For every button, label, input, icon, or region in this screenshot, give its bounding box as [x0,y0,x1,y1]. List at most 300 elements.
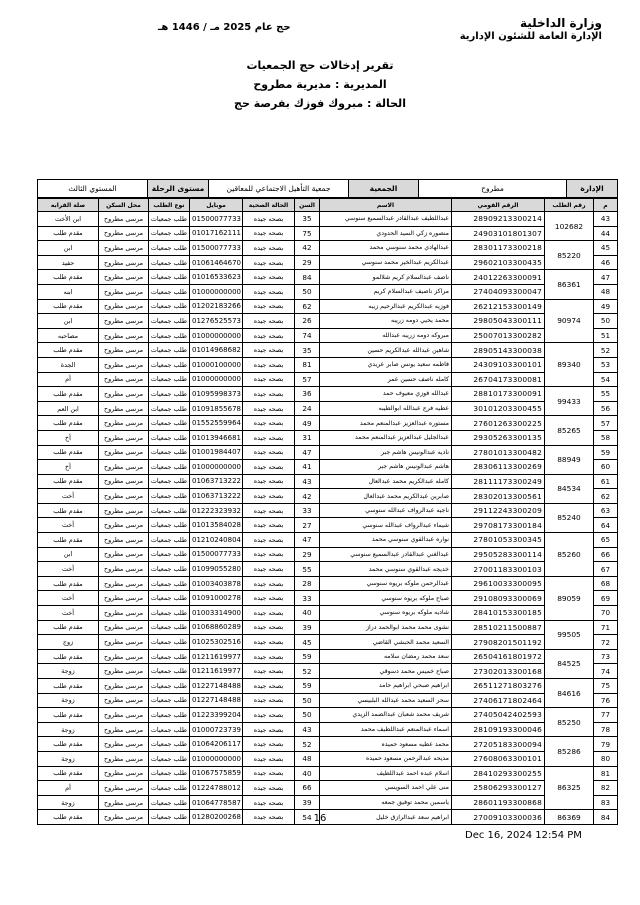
cell-age: 45 [295,635,320,650]
print-timestamp: Dec 16, 2024 12:54 PM [465,830,582,841]
cell-name: صابرين عبدالكريم محمد عبدالعال [320,489,452,504]
cell-age: 57 [295,372,320,387]
cell-nid: 29112243300209 [452,503,545,518]
cell-n: 68 [594,576,618,591]
cell-type: طلب جمعيات [149,781,190,796]
cell-mobile: 01013584028 [190,518,243,533]
cell-name: مبروكه دومه زريبه عبدالله [320,328,452,343]
cell-request-number: 85250 [545,708,594,737]
cell-res: مرسى مطروح [99,212,149,227]
cell-rel: زوجة [38,751,99,766]
cell-n: 65 [594,533,618,548]
cell-mobile: 01000000000 [190,284,243,299]
cell-res: مرسى مطروح [99,474,149,489]
cell-res: مرسى مطروح [99,708,149,723]
cell-health: بصحه جيده [243,620,295,635]
cell-mobile: 01500077733 [190,241,243,256]
cell-rel: أخت [38,606,99,621]
cell-n: 49 [594,299,618,314]
cell-nid: 28909213300214 [452,212,545,227]
cell-res: مرسى مطروح [99,737,149,752]
table-row [38,518,618,533]
cell-name: ابراهيم صبحي ابراهيم حامد [320,679,452,694]
cell-type: طلب جمعيات [149,737,190,752]
cell-name: سعد محمد رمضان سلامه [320,649,452,664]
cell-age: 29 [295,255,320,270]
cell-age: 59 [295,649,320,664]
cell-name: عبدالله فوزي معيوف حمد [320,387,452,402]
cell-age: 35 [295,212,320,227]
table-row [38,562,618,577]
cell-type: طلب جمعيات [149,445,190,460]
cell-mobile: 01000000000 [190,460,243,475]
cell-type: طلب جمعيات [149,606,190,621]
cell-rel: مقدم طلب [38,810,99,825]
cell-type: طلب جمعيات [149,489,190,504]
cell-type: طلب جمعيات [149,416,190,431]
cell-health: بصحه جيده [243,635,295,650]
cell-name: فاطمه سعيد يونس صابر عريدي [320,357,452,372]
cell-n: 44 [594,226,618,241]
ministry-header [460,16,602,44]
cell-request-number: 85265 [545,416,594,445]
cell-name: شاديه ملوكه بريوه سنوسي [320,606,452,621]
cell-name: ناديه عبدالونيس هاشم جبر [320,445,452,460]
cell-res: مرسى مطروح [99,591,149,606]
assoc-label: الجمعية [349,180,419,198]
cell-health: بصحه جيده [243,722,295,737]
cell-n: 54 [594,372,618,387]
cell-res: مرسى مطروح [99,518,149,533]
cell-nid: 27406171802464 [452,693,545,708]
cell-n: 43 [594,212,618,227]
cell-health: بصحه جيده [243,708,295,723]
table-row [38,547,618,562]
cell-rel: ابن [38,547,99,562]
cell-age: 43 [295,474,320,489]
cell-rel: زوجة [38,722,99,737]
cell-age: 29 [295,547,320,562]
cell-name: صباح ملوكه بريوه سنوسي [320,591,452,606]
cell-nid: 27908201501192 [452,635,545,650]
cell-n: 57 [594,416,618,431]
table-row [38,416,618,431]
cell-name: عبداللطيف عبدالقادر عبدالسميع سنوسي [320,212,452,227]
cell-n: 84 [594,810,618,825]
cell-type: طلب جمعيات [149,357,190,372]
cell-mobile: 01000000000 [190,328,243,343]
cell-name: منى علي احمد السويسي [320,781,452,796]
cell-n: 69 [594,591,618,606]
cell-name: عطيه فرج عبدالله ابوالطيبه [320,401,452,416]
cell-type: طلب جمعيات [149,270,190,285]
cell-n: 55 [594,387,618,402]
cell-age: 39 [295,795,320,810]
cell-type: طلب جمعيات [149,533,190,548]
cell-request-number: 85260 [545,533,594,577]
cell-mobile: 01064778587 [190,795,243,810]
cell-type: طلب جمعيات [149,708,190,723]
cell-health: بصحه جيده [243,241,295,256]
cell-type: طلب جمعيات [149,241,190,256]
cell-res: مرسى مطروح [99,781,149,796]
cell-age: 75 [295,226,320,241]
cell-res: مرسى مطروح [99,255,149,270]
table-row [38,401,618,416]
cell-request-number: 84525 [545,649,594,678]
table-row [38,576,618,591]
cell-nid: 30101203300455 [452,401,545,416]
cell-nid: 29505283300114 [452,547,545,562]
col-header: رقم الطلب [545,199,594,212]
cell-n: 76 [594,693,618,708]
cell-age: 40 [295,606,320,621]
cell-nid: 27608063300101 [452,751,545,766]
cell-age: 62 [295,299,320,314]
cell-nid: 29805043300111 [452,314,545,329]
cell-mobile: 01001984407 [190,445,243,460]
cell-mobile: 01013946681 [190,430,243,445]
cell-mobile: 01064206117 [190,737,243,752]
cell-res: مرسى مطروح [99,664,149,679]
cell-type: طلب جمعيات [149,503,190,518]
table-row [38,430,618,445]
table-row [38,635,618,650]
cell-type: طلب جمعيات [149,401,190,416]
cell-type: طلب جمعيات [149,635,190,650]
cell-type: طلب جمعيات [149,620,190,635]
cell-request-number: 85240 [545,503,594,532]
cell-res: مرسى مطروح [99,679,149,694]
header-row [38,199,618,212]
cell-type: طلب جمعيات [149,722,190,737]
cell-health: بصحه جيده [243,299,295,314]
cell-request-number: 89059 [545,576,594,620]
cell-age: 43 [295,722,320,737]
cell-rel: أخت [38,518,99,533]
table-row [38,489,618,504]
cell-age: 48 [295,751,320,766]
cell-nid: 29108093300069 [452,591,545,606]
cell-name: هاشم عبدالونيس هاشم جبر [320,460,452,475]
cell-rel: الجدة [38,357,99,372]
cell-nid: 28410293300255 [452,766,545,781]
hajj-year: حج عام 2025 مـ / 1446 هـ [158,22,291,33]
cell-rel: ابن [38,314,99,329]
cell-type: طلب جمعيات [149,299,190,314]
cell-mobile: 01091855678 [190,401,243,416]
table-row [38,503,618,518]
table-row [38,343,618,358]
cell-name: مستوره عبدالعزيز عبدالمنعم محمد [320,416,452,431]
cell-nid: 28306113300269 [452,460,545,475]
cell-rel: أم [38,781,99,796]
cell-rel: ابن الأخت [38,212,99,227]
cell-mobile: 01227148488 [190,679,243,694]
cell-rel: مقدم طلب [38,649,99,664]
cell-health: بصحه جيده [243,474,295,489]
cell-rel: مصاحبه [38,328,99,343]
cell-n: 60 [594,460,618,475]
cell-n: 78 [594,722,618,737]
cell-request-number: 86361 [545,270,594,299]
cell-nid: 28109193300046 [452,722,545,737]
cell-age: 39 [295,620,320,635]
cell-age: 42 [295,489,320,504]
cell-request-number: 99505 [545,620,594,649]
cell-mobile: 01063713222 [190,474,243,489]
cell-rel: أخت [38,591,99,606]
cell-type: طلب جمعيات [149,795,190,810]
cell-health: بصحه جيده [243,284,295,299]
cell-health: بصحه جيده [243,401,295,416]
cell-age: 50 [295,693,320,708]
cell-n: 71 [594,620,618,635]
table-row [38,649,618,664]
cell-name: نشوى محمد محمد ابوالحمد دراز [320,620,452,635]
cell-nid: 28510211500887 [452,620,545,635]
cell-n: 62 [594,489,618,504]
cell-nid: 24903101801307 [452,226,545,241]
cell-res: مرسى مطروح [99,649,149,664]
col-header: محل السكن [99,199,149,212]
cell-mobile: 01211619977 [190,664,243,679]
cell-n: 59 [594,445,618,460]
cell-type: طلب جمعيات [149,328,190,343]
cell-age: 41 [295,460,320,475]
col-header: الحالة الصحية [243,199,295,212]
cell-health: بصحه جيده [243,416,295,431]
cell-health: بصحه جيده [243,430,295,445]
cell-n: 74 [594,664,618,679]
table-row [38,693,618,708]
cell-age: 49 [295,416,320,431]
cell-age: 47 [295,445,320,460]
cell-mobile: 01224788012 [190,781,243,796]
table-row [38,284,618,299]
cell-age: 54 [295,810,320,825]
table-row [38,226,618,241]
cell-request-number: 90974 [545,299,594,343]
cell-age: 55 [295,562,320,577]
cell-res: مرسى مطروح [99,606,149,621]
cell-name: منصوره زكي السيد الحدودي [320,226,452,241]
cell-mobile: 01211619977 [190,649,243,664]
table-row [38,314,618,329]
cell-type: طلب جمعيات [149,387,190,402]
cell-res: مرسى مطروح [99,226,149,241]
cell-health: بصحه جيده [243,503,295,518]
cell-mobile: 01063713222 [190,489,243,504]
cell-health: بصحه جيده [243,212,295,227]
cell-name: مراكز ناصيف عبدالسلام كريم [320,284,452,299]
cell-mobile: 01223399204 [190,708,243,723]
cell-name: فوزيه عبدالكريم عبدالرحيم زيبه [320,299,452,314]
cell-name: محمد يحيي دومه زريبه [320,314,452,329]
cell-n: 70 [594,606,618,621]
assoc-value: جمعية التأهيل الاجتماعي للمعاقين [209,180,349,198]
cell-nid: 26511271803276 [452,679,545,694]
cell-res: مرسى مطروح [99,576,149,591]
report-titles [0,56,640,113]
table-row [38,533,618,548]
cell-name: السعيد محمد الحبشي القاضي [320,635,452,650]
cell-health: بصحه جيده [243,664,295,679]
cell-name: ناصف عبدالسلام كريم شلالمو [320,270,452,285]
cell-res: مرسى مطروح [99,343,149,358]
cell-age: 50 [295,708,320,723]
cell-health: بصحه جيده [243,606,295,621]
cell-res: مرسى مطروح [99,284,149,299]
cell-name: مديحه عبدالرحمن مسعود حميده [320,751,452,766]
table-row [38,795,618,810]
cell-n: 66 [594,547,618,562]
cell-type: طلب جمعيات [149,766,190,781]
cell-mobile: 01552559964 [190,416,243,431]
cell-request-number: 99433 [545,387,594,416]
cell-n: 50 [594,314,618,329]
cell-age: 66 [295,781,320,796]
cell-nid: 29602103300435 [452,255,545,270]
cell-res: مرسى مطروح [99,489,149,504]
table-row [38,460,618,475]
cell-request-number: 102682 [545,212,594,241]
cell-n: 75 [594,679,618,694]
cell-nid: 28810173300091 [452,387,545,402]
status-line: الحالة : مبروك فوزك بفرصة حج [234,97,406,110]
cell-rel: زوجة [38,693,99,708]
cell-res: مرسى مطروح [99,533,149,548]
cell-age: 27 [295,518,320,533]
cell-mobile: 01068860289 [190,620,243,635]
cell-n: 80 [594,751,618,766]
table-row [38,751,618,766]
cell-name: عبدالكريم عبدالخير محمد سنوسي [320,255,452,270]
cell-age: 42 [295,241,320,256]
cell-n: 53 [594,357,618,372]
ministry-name: وزارة الداخلية [519,16,602,30]
cell-health: بصحه جيده [243,357,295,372]
report-title: تقرير إدخالات حج الجمعيات [246,59,394,72]
info-table [37,179,618,198]
dept-label: الإدارة [567,180,618,198]
col-header: موبايل [190,199,243,212]
cell-n: 64 [594,518,618,533]
cell-rel: مقدم طلب [38,679,99,694]
cell-n: 81 [594,766,618,781]
cell-type: طلب جمعيات [149,284,190,299]
cell-health: بصحه جيده [243,810,295,825]
cell-res: مرسى مطروح [99,460,149,475]
cell-health: بصحه جيده [243,314,295,329]
cell-name: خديجه عبدالقوي سنوسي محمد [320,562,452,577]
table-row [38,766,618,781]
cell-request-number: 86369 [545,810,594,825]
cell-res: مرسى مطروح [99,328,149,343]
cell-res: مرسى مطروح [99,620,149,635]
table-row [38,387,618,402]
cell-rel: زوج [38,635,99,650]
table-row [38,708,618,723]
level-value: المستوي الثالث [38,180,148,198]
cell-rel: مقدم طلب [38,503,99,518]
cell-rel: مقدم طلب [38,299,99,314]
cell-health: بصحه جيده [243,343,295,358]
cell-res: مرسى مطروح [99,562,149,577]
cell-type: طلب جمعيات [149,547,190,562]
cell-n: 63 [594,503,618,518]
cell-rel: أم [38,372,99,387]
cell-nid: 27001183300103 [452,562,545,577]
cell-request-number: 84616 [545,679,594,708]
cell-mobile: 01276525573 [190,314,243,329]
cell-res: مرسى مطروح [99,314,149,329]
cell-mobile: 01210240804 [190,533,243,548]
directorate-line: المديرية : مديرية مطروح [253,78,387,91]
cell-res: مرسى مطروح [99,751,149,766]
cell-health: بصحه جيده [243,489,295,504]
cell-rel: مقدم طلب [38,445,99,460]
col-header: الرقم القومي [452,199,545,212]
cell-type: طلب جمعيات [149,562,190,577]
cell-mobile: 01222323932 [190,503,243,518]
cell-res: مرسى مطروح [99,357,149,372]
cell-res: مرسى مطروح [99,445,149,460]
cell-type: طلب جمعيات [149,679,190,694]
cell-health: بصحه جيده [243,591,295,606]
cell-age: 52 [295,664,320,679]
cell-nid: 28410153300185 [452,606,545,621]
cell-health: بصحه جيده [243,737,295,752]
cell-rel: مقدم طلب [38,620,99,635]
cell-age: 28 [295,576,320,591]
cell-health: بصحه جيده [243,679,295,694]
cell-age: 26 [295,314,320,329]
cell-type: طلب جمعيات [149,649,190,664]
cell-nid: 29708173300184 [452,518,545,533]
table-row [38,372,618,387]
cell-age: 36 [295,387,320,402]
cell-name: شريف محمد شعبان عبدالصمد الزيدي [320,708,452,723]
cell-res: مرسى مطروح [99,722,149,737]
cell-name: شاهين عبدالله عبدالكريم حسين [320,343,452,358]
cell-res: مرسى مطروح [99,372,149,387]
cell-request-number: 84534 [545,474,594,503]
cell-mobile: 01099055280 [190,562,243,577]
cell-rel: مقدم طلب [38,576,99,591]
cell-health: بصحه جيده [243,795,295,810]
cell-name: عبدالهادي محمد سنوسي محمد [320,241,452,256]
cell-rel: مقدم طلب [38,737,99,752]
cell-type: طلب جمعيات [149,460,190,475]
cell-type: طلب جمعيات [149,693,190,708]
cell-res: مرسى مطروح [99,810,149,825]
cell-res: مرسى مطروح [99,270,149,285]
cell-age: 33 [295,591,320,606]
cell-n: 47 [594,270,618,285]
cell-mobile: 01202183266 [190,299,243,314]
cell-type: طلب جمعيات [149,518,190,533]
cell-mobile: 01000000000 [190,372,243,387]
cell-res: مرسى مطروح [99,635,149,650]
cell-type: طلب جمعيات [149,474,190,489]
table-row [38,445,618,460]
records-table [37,198,618,825]
cell-type: طلب جمعيات [149,372,190,387]
cell-rel: أخ [38,430,99,445]
table-row [38,212,618,227]
cell-health: بصحه جيده [243,372,295,387]
